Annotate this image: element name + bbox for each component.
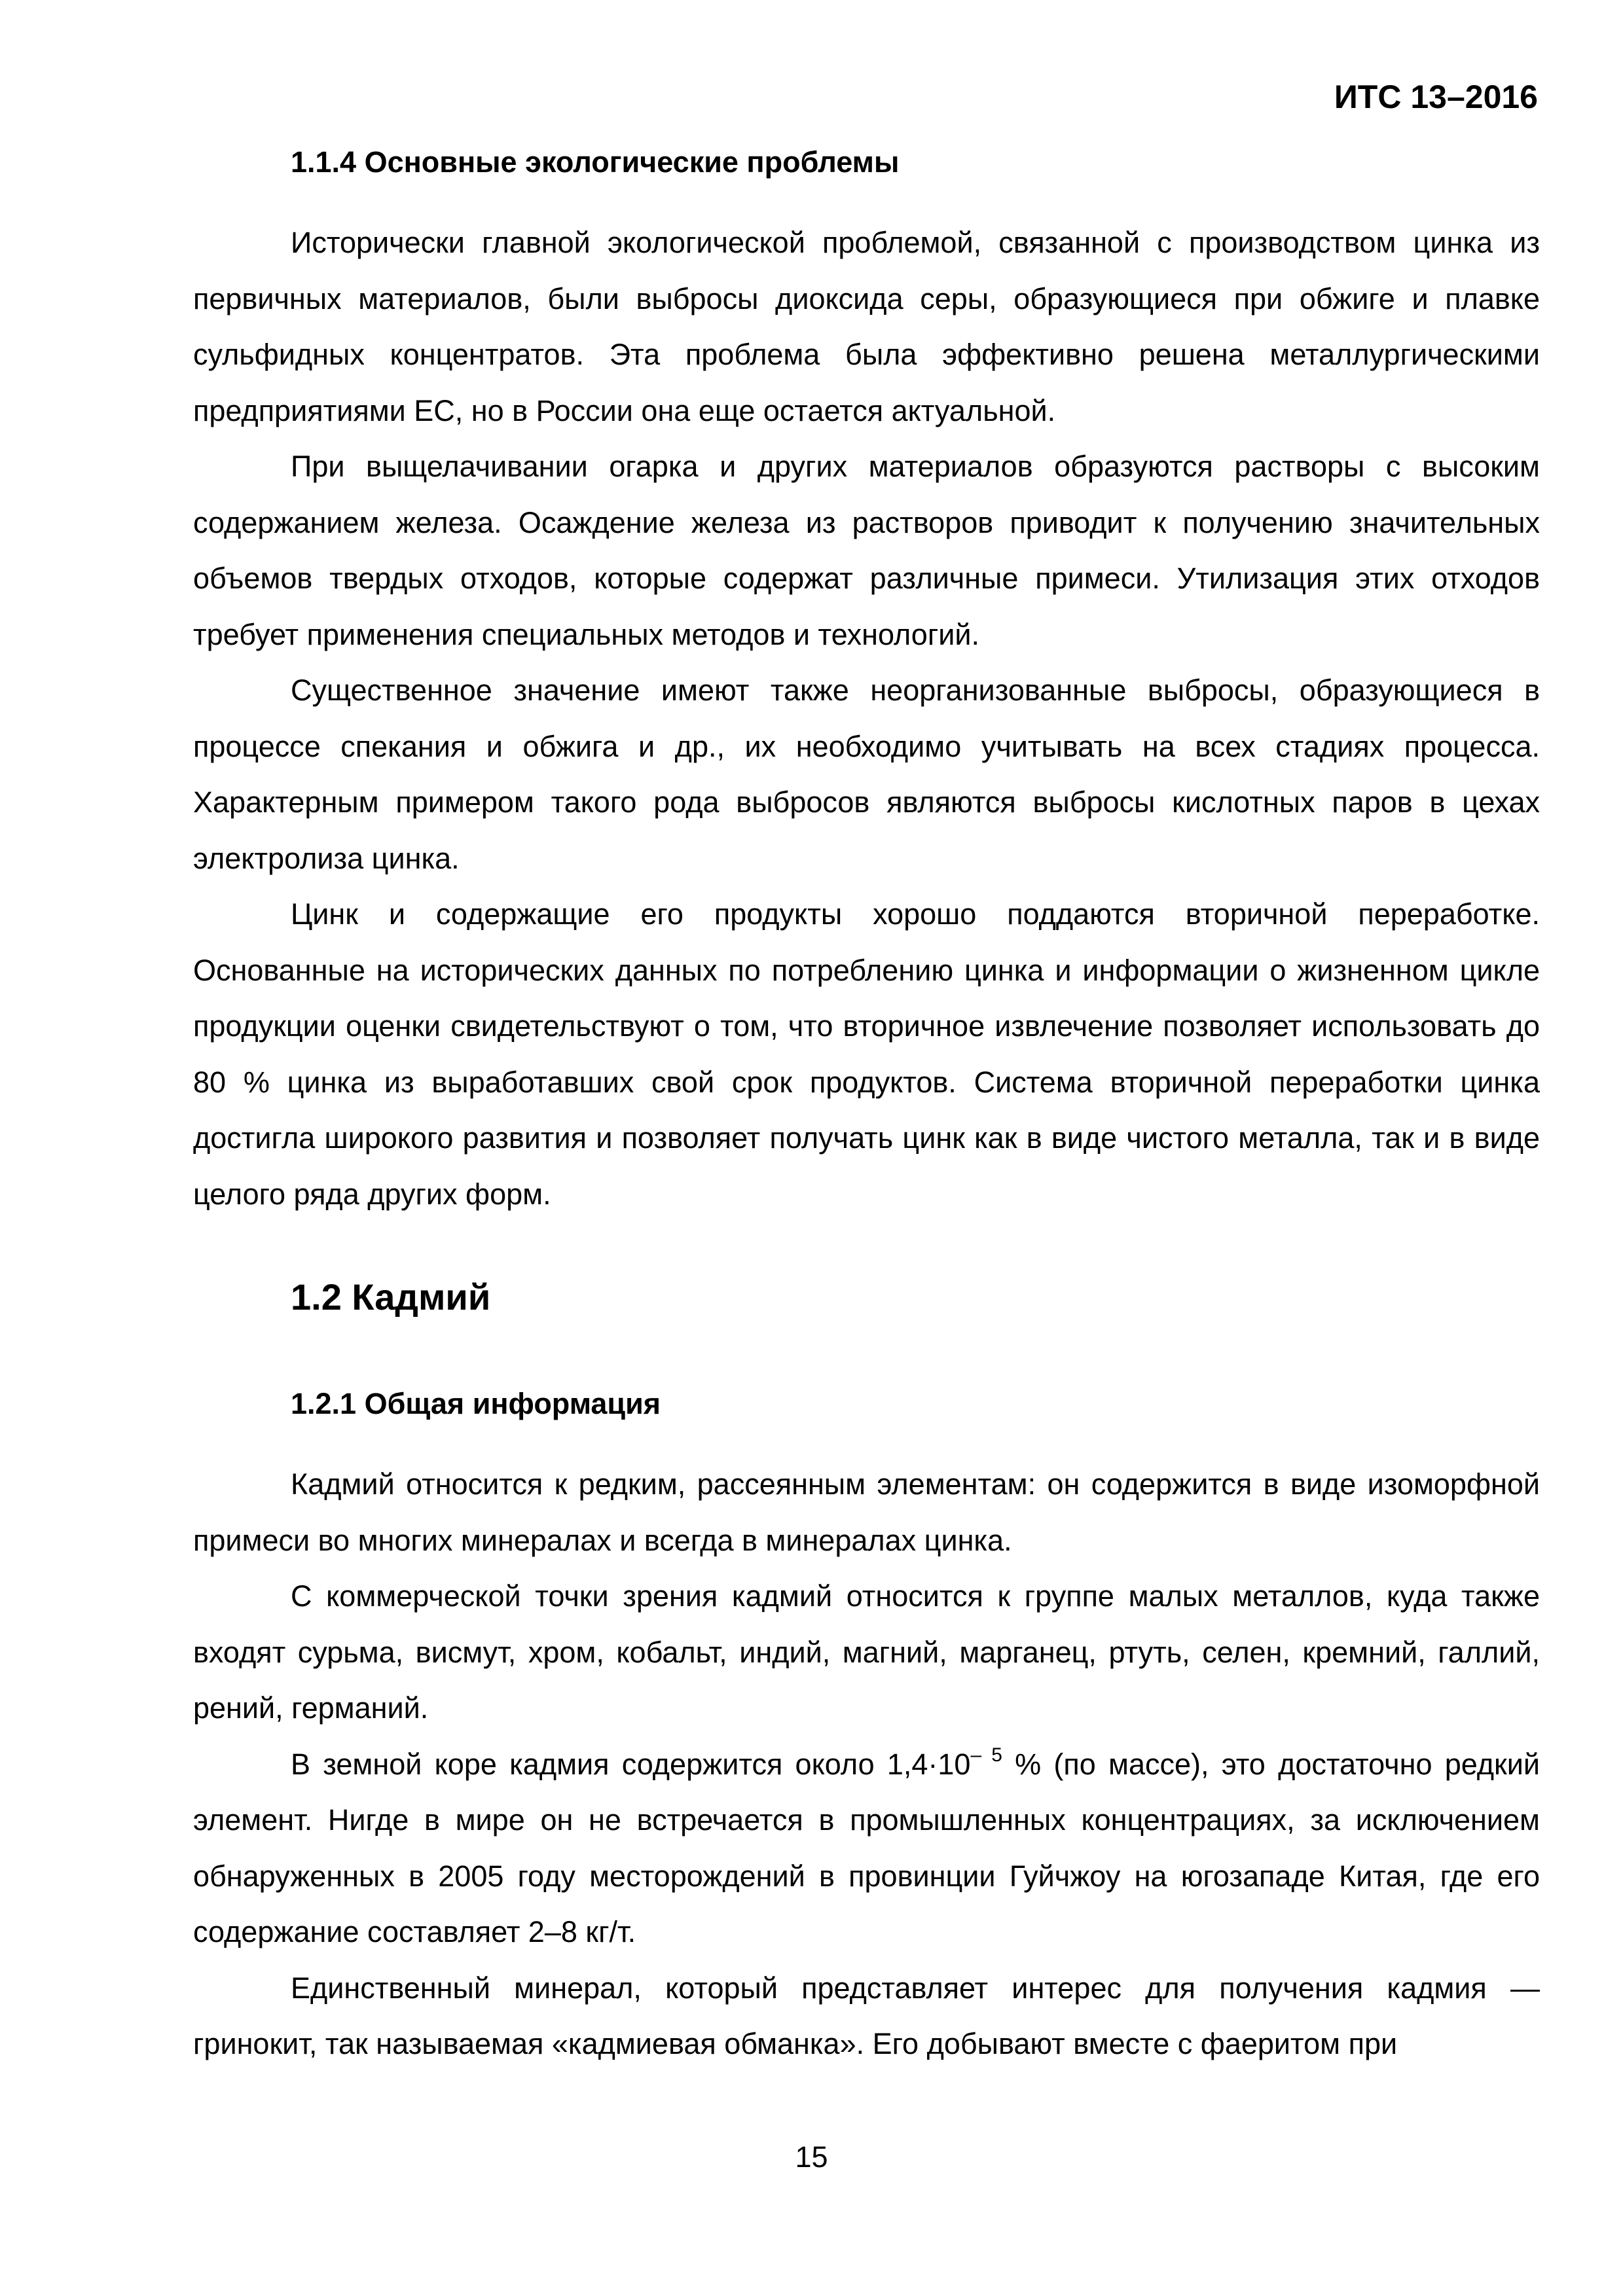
heading-1-2-1: 1.2.1 Общая информация [291,1387,661,1420]
heading-1-2: 1.2 Кадмий [291,1276,491,1318]
paragraph: При выщелачивании огарка и других материалов образуются растворы с высоким содержанием железа. Осаждение железа из растворов приводит к получению значительных объемов твердых отходов, которые содержат различные примеси. Утилизация этих отходов требует применения специальных методов и технологий. [193,450,1540,651]
heading-1-1-4: 1.1.4 Основные экологические проблемы [291,145,900,179]
paragraph-greenockite: Единственный минерал, который представляет интерес для получения кадмия — гринокит, так называемая «кадмиевая обманка». Его добывают вместе с фаеритом при [193,1971,1540,2060]
page-content [193,143,1540,2072]
page-number: 15 [795,2140,828,2174]
crust-text-after: % (по массе), это достаточно редкий элемент. Нигде в мире он не встречается в промышленных концентрациях, за исключением обнаруженных в 2005 году месторождений в провинции Гуйчжоу на югозападе Китая, где его содержание составляет 2–8 кг/т. [193,1747,1540,1948]
paragraph: Существенное значение имеют также неорганизованные выбросы, образующиеся в процессе спекания и обжига и др., их необходимо учитывать на всех стадиях процесса. Характерным примером такого рода выбросов являются выбросы кислотных паров в цехах электролиза цинка. [193,673,1540,875]
exponent: – 5 [970,1744,1002,1766]
paragraph: Кадмий относится к редким, рассеянным элементам: он содержится в виде изоморфной примеси во многих минералах и всегда в минералах цинка. [193,1467,1540,1557]
document-code-header: ИТС 13–2016 [1334,79,1538,115]
crust-text-before: В земной коре кадмия содержится около 1,4·10 [291,1747,971,1781]
paragraph: С коммерческой точки зрения кадмий относится к группе малых металлов, куда также входят сурьма, висмут, хром, кобальт, индий, магний, марганец, ртуть, селен, кремний, галлий, рений, германий. [193,1579,1540,1725]
paragraph: Исторически главной экологической проблемой, связанной с производством цинка из первичных материалов, были выбросы диоксида серы, образующиеся при обжиге и плавке сульфидных концентратов. Эта проблема была эффективно решена металлургическими предприятиями ЕС, но в России она еще остается актуальной. [193,226,1540,427]
paragraph: Цинк и содержащие его продукты хорошо поддаются вторичной переработке. Основанные на исторических данных по потреблению цинка и информации о жизненном цикле продукции оценки свидетельствуют о том, что вторичное извлечение позволяет использовать до 80 % цинка из выработавших свой срок продуктов. Система вторичной переработки цинка достигла широкого развития и позволяет получать цинк как в виде чистого металла, так и в виде целого ряда других форм. [193,897,1540,1211]
paragraph-cadmium-crust [193,1736,1540,1960]
